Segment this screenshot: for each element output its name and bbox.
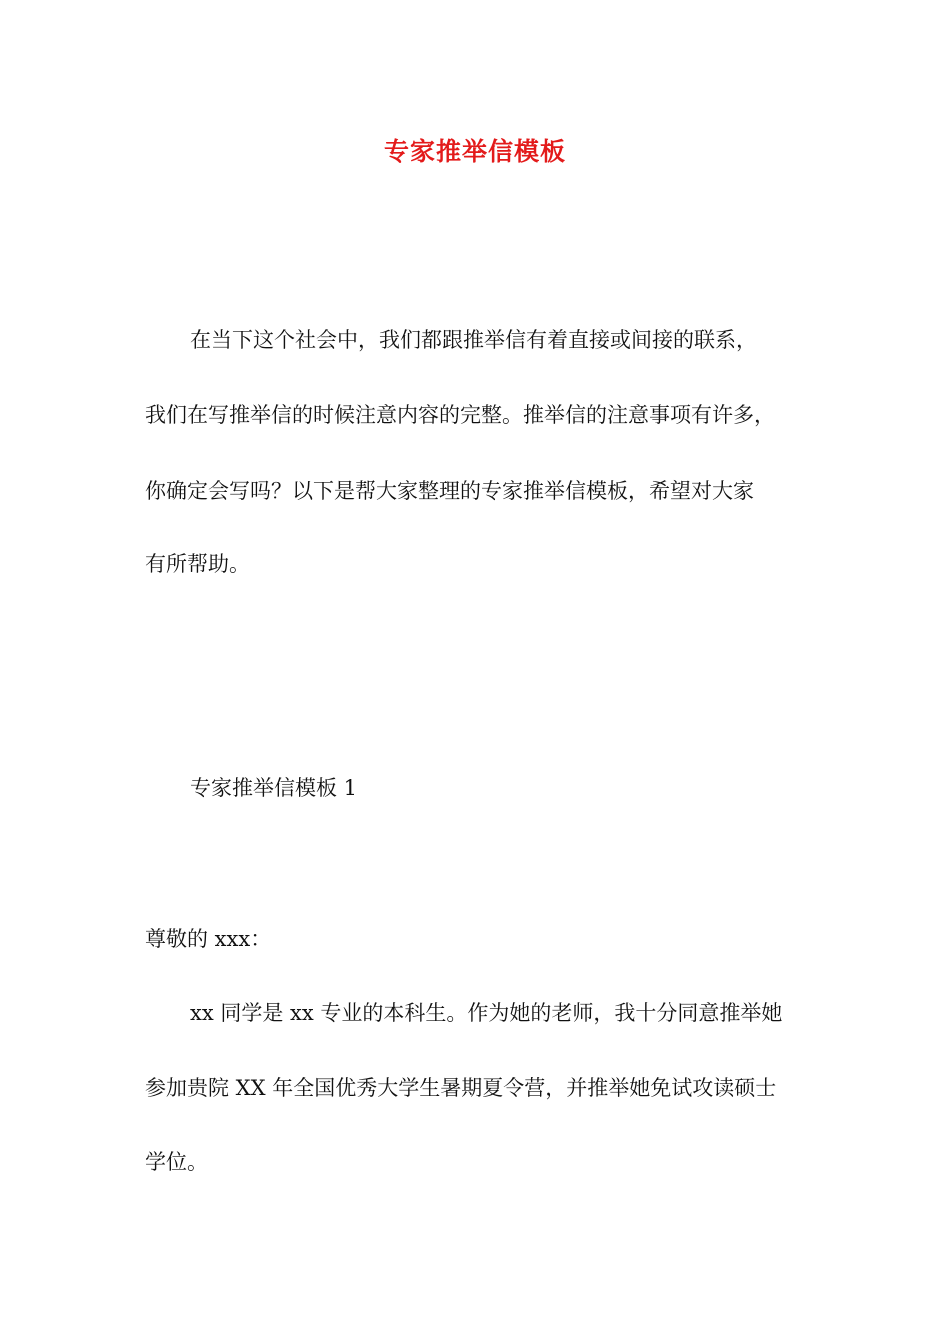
salutation: 尊敬的 xxx：	[145, 927, 272, 951]
body-line-3: 学位。	[145, 1150, 208, 1174]
body-line-2: 参加贵院 XX 年全国优秀大学生暑期夏令营，并推举她免试攻读硕士	[145, 1076, 777, 1100]
intro-line-2: 我们在写推举信的时候注意内容的完整。推举信的注意事项有许多，	[145, 403, 775, 427]
body-line-1: xx 同学是 xx 专业的本科生。作为她的老师，我十分同意推举她	[190, 1001, 783, 1025]
document-title: 专家推举信模板	[383, 137, 566, 166]
intro-line-1: 在当下这个社会中，我们都跟推举信有着直接或间接的联系，	[190, 328, 757, 352]
intro-line-4: 有所帮助。	[145, 552, 250, 576]
intro-line-3: 你确定会写吗？以下是帮大家整理的专家推举信模板，希望对大家	[145, 479, 754, 503]
section-heading: 专家推举信模板 1	[190, 776, 358, 800]
